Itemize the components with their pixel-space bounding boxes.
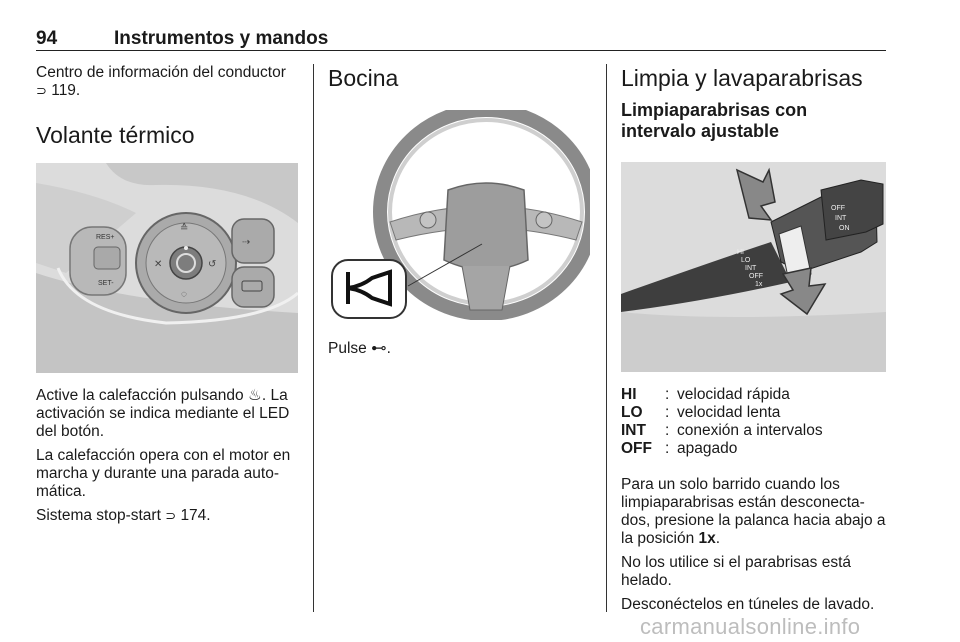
table-row: HI : velocidad rápida	[621, 386, 790, 403]
res-plus-label: RES+	[96, 234, 115, 241]
section-heading-wipers: Limpia y lavaparabrisas	[621, 65, 863, 91]
heated-steering-wheel-figure	[36, 163, 298, 373]
single-wipe-instruction: Para un solo barrido cuando los limpiaparabrisas están desconecta-dos, presione la palanca hacia abajo a la posición 1x.	[621, 476, 886, 547]
svg-text:↺: ↺	[208, 259, 217, 270]
car-wash-instruction: Desconéctelos en túneles de lavado.	[621, 596, 875, 613]
column-middle	[328, 64, 590, 358]
horn-icon: ⊷	[371, 340, 387, 357]
stalk-label-hi: HI	[737, 249, 744, 256]
horn-figure	[328, 110, 590, 320]
svg-text:≙: ≙	[180, 223, 189, 234]
stalk-label-1x: 1x	[755, 281, 763, 288]
heated-wheel-instruction: Active la calefacción pulsando ♨. La activación se indica mediante el LED del botón.	[36, 387, 290, 440]
stop-start-reference: Sistema stop-start ⊃ 174.	[36, 507, 211, 524]
svg-text:✕: ✕	[154, 259, 163, 270]
page-reference-link[interactable]: 174.	[180, 507, 211, 524]
reference-arrow-icon: ⊃	[36, 84, 47, 99]
stalk-label-int: INT	[745, 265, 757, 272]
table-row: LO : velocidad lenta	[621, 404, 781, 421]
page-header-title: Instrumentos y mandos	[114, 28, 329, 49]
ring-label-int: INT	[835, 215, 847, 222]
wiper-positions-table	[621, 386, 823, 458]
watermark: carmanualsonline.info	[640, 614, 861, 639]
reference-arrow-icon: ⊃	[165, 509, 177, 524]
heated-steering-wheel-icon: ♨	[247, 387, 262, 404]
column-divider	[606, 64, 607, 612]
intro-text: Centro de información del conductor ⊃ 119.	[36, 64, 286, 99]
table-row: OFF : apagado	[621, 440, 738, 457]
column-left	[36, 64, 298, 526]
section-heading-horn: Bocina	[328, 65, 399, 91]
svg-text:⇢: ⇢	[242, 237, 251, 248]
stalk-label-lo: LO	[741, 257, 751, 264]
page-number: 94	[36, 28, 58, 49]
heated-wheel-operation-text: La calefacción opera con el motor en marcha y durante una parada auto-mática.	[36, 447, 291, 500]
ring-label-on: ON	[839, 225, 850, 232]
table-row: INT : conexión a intervalos	[621, 422, 823, 439]
page-reference-link[interactable]: 119.	[51, 82, 81, 99]
stalk-label-off: OFF	[749, 273, 763, 280]
column-right	[621, 64, 886, 614]
wiper-stalk-figure	[621, 162, 886, 372]
column-divider	[313, 64, 314, 612]
set-minus-label: SET-	[98, 280, 114, 287]
section-heading-heated-wheel: Volante térmico	[36, 122, 195, 148]
page-header	[36, 28, 886, 51]
svg-text:◌: ◌	[181, 289, 187, 300]
horn-instruction: Pulse ⊷.	[328, 340, 391, 357]
subheading-interval-wipers: Limpiaparabrisas con intervalo ajustable	[621, 100, 808, 141]
frozen-windshield-warning: No los utilice si el parabrisas está helado.	[621, 554, 852, 589]
ring-label-off: OFF	[831, 205, 845, 212]
